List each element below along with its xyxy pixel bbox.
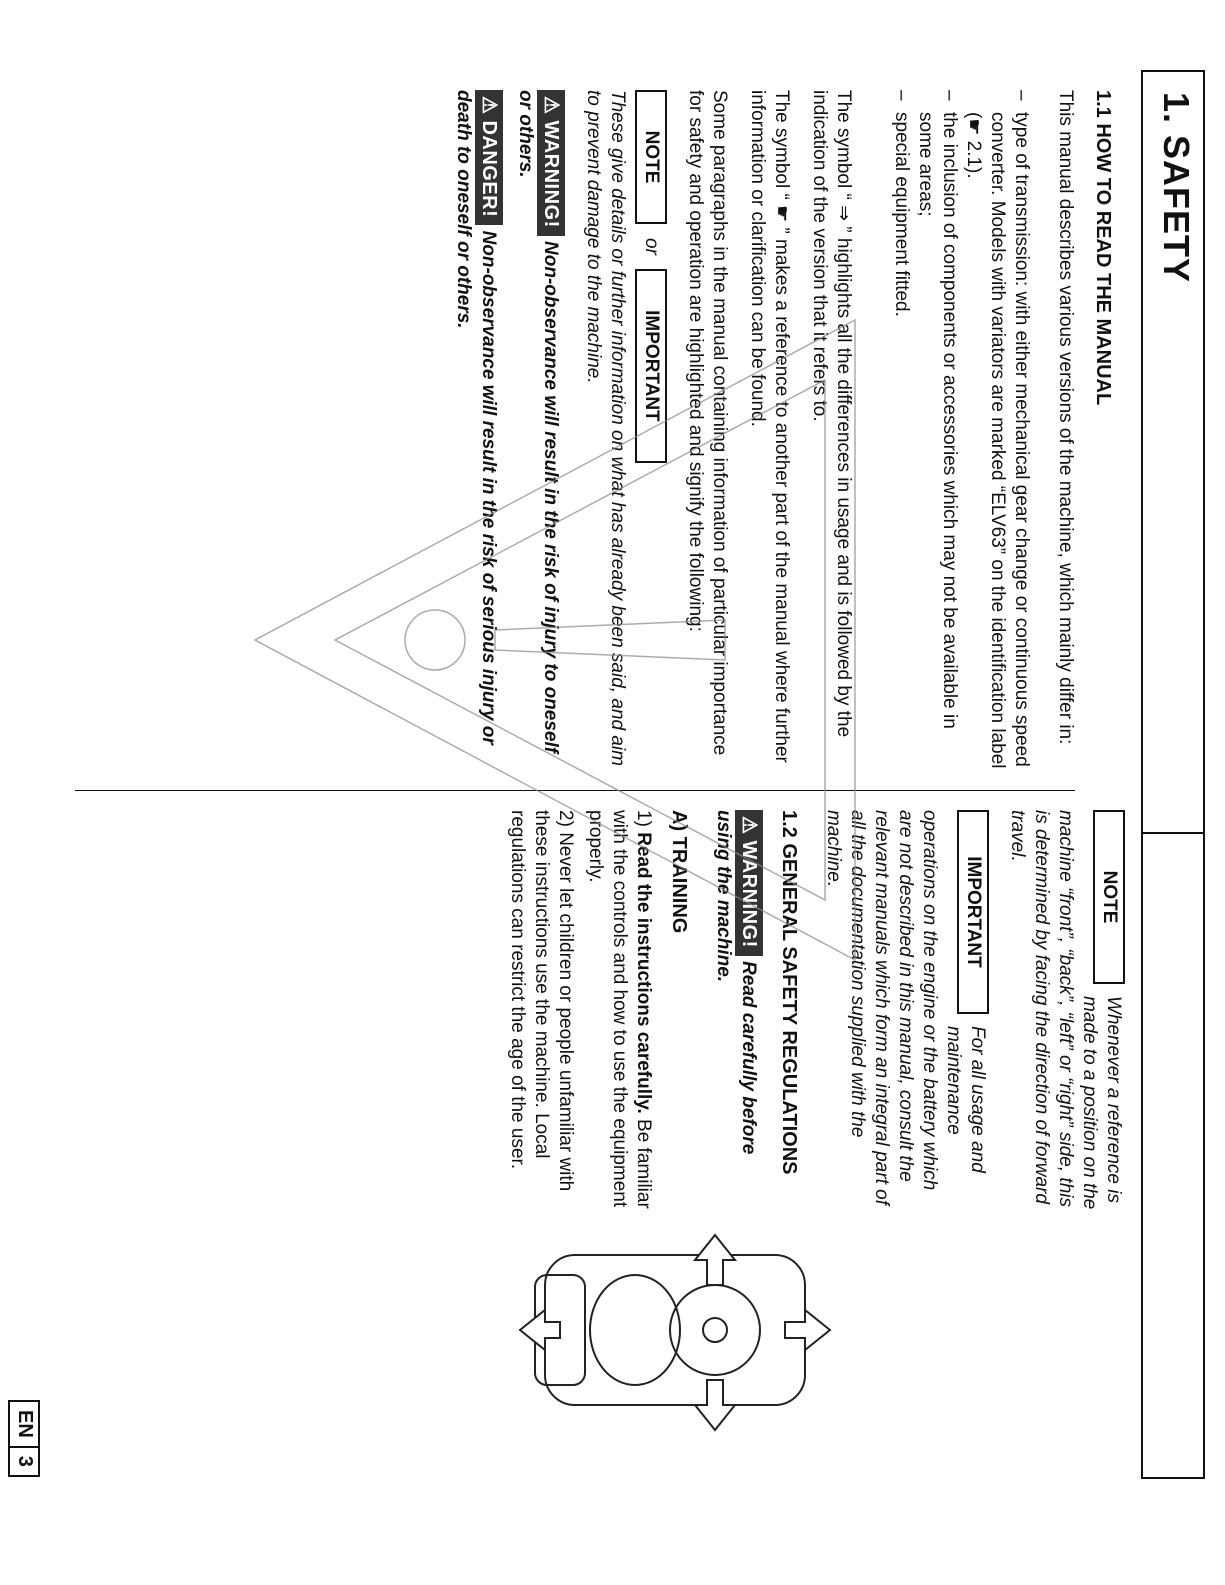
warning-block (711, 810, 763, 1210)
warning-triangle-icon: ⚠ (738, 816, 760, 835)
danger-block (451, 90, 503, 770)
section-title: 1. SAFETY (1156, 92, 1197, 284)
heading-general-safety: 1.2 GENERAL SAFETY REGULATIONS (778, 810, 800, 1175)
steering-hub (703, 1318, 727, 1342)
warning-block (513, 90, 565, 770)
list-item: 2) Never let children or people unfamiliar with these instructions use the machine. Local regulations can restrict the age of the user. (507, 810, 576, 1192)
note-important-text: These give details or further information on what has already been said, and aim to prevent damage to the machine. (583, 90, 628, 766)
section-header (1141, 70, 1205, 1479)
arrow-right-icon (695, 1380, 735, 1430)
warning-tag: ⚠WARNING! (537, 90, 565, 236)
operator-figure (590, 1275, 680, 1385)
lang-badge: EN (10, 1402, 38, 1448)
heading-how-to-read: 1.1 HOW TO READ THE MANUAL (1092, 90, 1114, 406)
list-item: – type of transmission: with either mechanical gear change or continuous speed converter. Models with variators are marked “ELV63” on the identification label (☛ 2.1). (963, 90, 1032, 769)
column-left (451, 90, 1115, 770)
important-label-box: IMPORTANT (635, 269, 667, 463)
intro-paragraph: This manual describes various versions of the machine, which mainly differ in: (1055, 90, 1076, 745)
note-block (1005, 810, 1125, 1210)
arrow-left-icon (695, 1235, 735, 1285)
danger-tag: ⚠DANGER! (475, 90, 503, 225)
warning-text: Non-observance will result in the risk of injury to oneself or others. (515, 90, 561, 754)
page-footer (8, 1400, 40, 1477)
list-item: – special equipment fitted. (891, 90, 912, 317)
steering-wheel (670, 1285, 760, 1375)
warning-tag: ⚠WARNING! (735, 810, 763, 956)
important-label-box: IMPORTANT (957, 810, 989, 1014)
column-separator (75, 790, 1075, 791)
note-text: Whenever a reference is made to a position on the machine “front”, “back”, “left” or “right” side, this is determined by facing the direction of forward travel. (1007, 810, 1124, 1210)
important-block (821, 810, 989, 1210)
note-important-row (635, 90, 667, 770)
column-right (499, 810, 1125, 1210)
symbol-diff-paragraph: The symbol “ ⇒ ” highlights all the differences in usage and is followed by the indication of the version that it refers to. (809, 90, 854, 738)
machine-direction-illustration (515, 1215, 835, 1455)
subheading-training: A) TRAINING (668, 810, 690, 934)
warning-triangle-icon: ⚠ (478, 96, 500, 115)
warning-text: Read carefully before using the machine. (713, 810, 759, 1155)
note-label-box: NOTE (635, 90, 667, 224)
danger-text: Non-observance will result in the risk of serious injury or death to oneself or others. (453, 90, 499, 745)
paragraph-info: Some paragraphs in the manual containing information of particular importance for safety and operation are highlighted and signify the following: (685, 90, 730, 756)
note-label-box: NOTE (1093, 810, 1125, 984)
or-text: or (641, 238, 662, 255)
arrow-up-icon (785, 1310, 830, 1350)
important-text: For all usage and maintenance operations on the engine or the battery which are not described in this manual, consult the relevant manuals which form an integral part of all the documentation supplied with the machine. (823, 810, 988, 1205)
list-item: – the inclusion of components or accessories which may not be available in some areas; (915, 90, 960, 729)
list-item: 1) Read the instructions carefully. Be familiar with the controls and how to use the equipment properly. (585, 810, 654, 1209)
warning-triangle-icon: ⚠ (540, 96, 562, 115)
page-number: 3 (14, 1455, 36, 1467)
arrow-down-icon (520, 1310, 560, 1350)
symbol-ref-paragraph: The symbol “ ☛ ” makes a reference to another part of the manual where further information or clarification can be found. (747, 90, 792, 763)
